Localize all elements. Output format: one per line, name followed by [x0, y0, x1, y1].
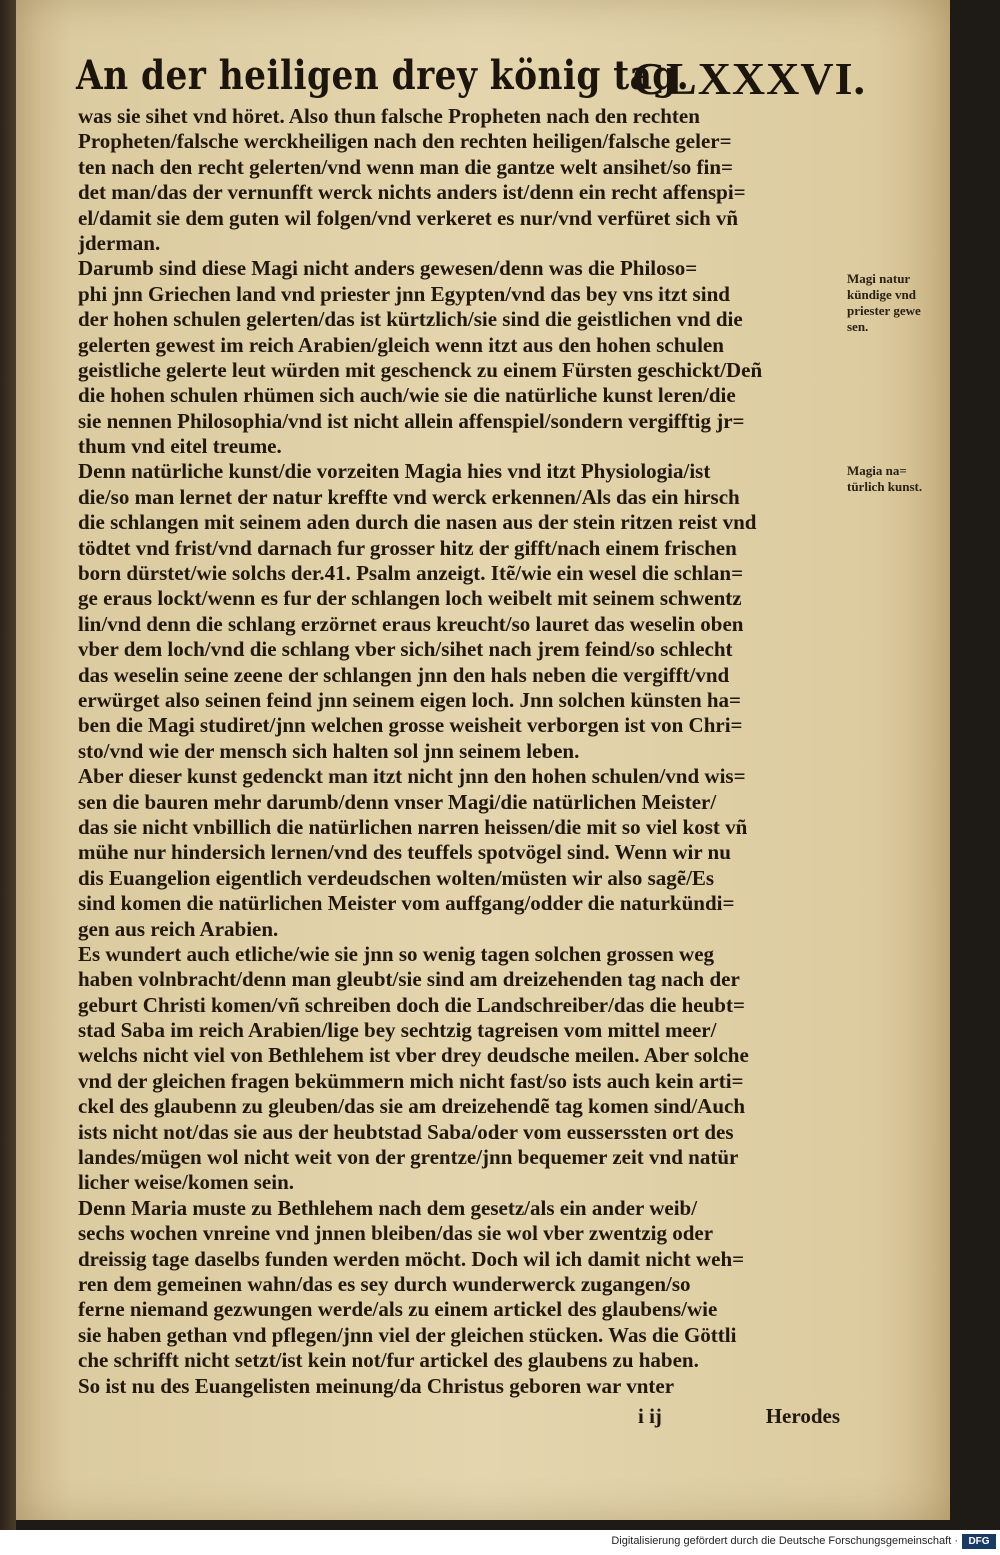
credit-bar: [0, 1530, 1000, 1555]
margin-note-line: Magi natur: [847, 271, 911, 286]
text-line: jderman.: [78, 230, 161, 255]
catchword: Herodes: [765, 1404, 840, 1428]
text-line: ren dem gemeinen wahn/das es sey durch wunderwerck zugangen/so: [78, 1271, 691, 1296]
text-line: sie haben gethan vnd pflegen/jnn viel der gleichen stücken. Was die Göttli: [78, 1322, 737, 1347]
text-line: sind komen die natürlichen Meister vom auffgang/odder die naturkündi=: [78, 891, 735, 916]
text-line: die/so man lernet der natur kreffte vnd werck erkennen/Als das ein hirsch: [78, 484, 740, 509]
text-line: der hohen schulen gelerten/das ist kürtzlich/sie sind die geistlichen vnd die: [78, 307, 743, 332]
page-header: [76, 52, 866, 104]
text-line: So ist nu des Euangelisten meinung/da Christus geboren war vnter: [78, 1373, 675, 1398]
margin-note-line: türlich kunst.: [847, 479, 923, 494]
text-line: sto/vnd wie der mensch sich halten sol jnn seinem leben.: [78, 738, 580, 763]
text-line: licher weise/komen sein.: [78, 1170, 295, 1195]
margin-note-line: sen.: [847, 319, 869, 334]
text-line: Denn Maria muste zu Bethlehem nach dem gesetz/als ein ander weib/: [78, 1195, 698, 1220]
text-line: was sie sihet vnd höret. Also thun falsche Propheten nach den rechten: [78, 104, 700, 128]
text-line: det man/das der vernunfft werck nichts anders ist/denn ein recht affenspi=: [78, 180, 746, 205]
text-line: die hohen schulen rhümen sich auch/wie sie die natürliche kunst leren/die: [78, 383, 736, 408]
text-line: welchs nicht viel von Bethlehem ist vber drey deudsche meilen. Aber solche: [78, 1043, 749, 1068]
text-line: ferne niemand gezwungen werde/als zu einem artickel des glaubens/wie: [78, 1297, 718, 1322]
text-line: landes/mügen wol nicht weit von der grentze/jnn bequemer zeit vnd natür: [78, 1145, 739, 1170]
text-line: Denn natürliche kunst/die vorzeiten Magia hies vnd itzt Physiologia/ist: [78, 459, 711, 484]
text-line: phi jnn Griechen land vnd priester jnn Egypten/vnd das bey vns itzt sind: [78, 281, 730, 306]
text-line: el/damit sie dem guten wil folgen/vnd verkeret es nur/vnd verfüret sich vñ: [78, 205, 739, 230]
text-line: ckel des glaubenn zu gleuben/das sie am dreizehendẽ tag komen sind/Auch: [78, 1094, 746, 1119]
text-line: Aber dieser kunst gedenckt man itzt nicht jnn den hohen schulen/vnd wis=: [78, 764, 746, 789]
page-footer: [78, 1404, 840, 1432]
margin-note-line: kündige vnd: [847, 287, 917, 302]
text-line: sie nennen Philosophia/vnd ist nicht allein affenspiel/sondern vergifftig jr=: [78, 408, 745, 433]
text-line: Propheten/falsche werckheiligen nach den rechten heiligen/falsche geler=: [78, 129, 732, 154]
text-line: dreissig tage daselbs funden werden möcht. Doch wil ich damit nicht weh=: [78, 1246, 745, 1271]
text-line: ists nicht not/das sie aus der heubtstad Saba/oder vom eusserssten ort des: [78, 1119, 734, 1144]
book-page: [16, 0, 950, 1520]
text-line: lin/vnd denn die schlang erzörnet eraus kreucht/so lauret das weselin oben: [78, 611, 744, 636]
text-line: sen die bauren mehr darumb/denn vnser Magi/die natürlichen Meister/: [78, 789, 717, 814]
text-line: thum vnd eitel treume.: [78, 434, 282, 459]
text-line: stad Saba im reich Arabien/lige bey sechtzig tagreisen vom mittel meer/: [78, 1018, 717, 1043]
binding-edge: [0, 0, 16, 1530]
text-line: mühe nur hindersich lernen/vnd des teuffels spotvögel sind. Wenn wir nu: [78, 840, 731, 865]
text-line: vber dem loch/vnd die schlang vber sich/sihet nach jrem feind/so schlecht: [78, 637, 733, 662]
body-text: [78, 104, 840, 1399]
dfg-logo: DFG: [962, 1534, 996, 1549]
text-line: ten nach den recht gelerten/vnd wenn man die gantze welt ansihet/so fin=: [78, 154, 733, 179]
text-line: ge eraus lockt/wenn es fur der schlangen loch weibelt mit seinem schwentz: [78, 586, 742, 611]
running-title: An der heiligen drey könig tag.: [76, 52, 690, 99]
margin-note-line: priester gewe: [847, 303, 921, 318]
text-line: Darumb sind diese Magi nicht anders gewesen/denn was die Philoso=: [78, 256, 698, 281]
text-line: Es wundert auch etliche/wie sie jnn so wenig tagen solchen grossen weg: [78, 941, 715, 966]
text-line: erwürget also seinen feind jnn seinem eigen loch. Jnn solchen künsten ha=: [78, 687, 742, 712]
text-line: das sie nicht vnbillich die natürlichen narren heissen/die mit so viel kost vñ: [78, 814, 748, 839]
margin-note-magia: [847, 463, 952, 495]
text-line: vnd der gleichen fragen bekümmern mich nicht fast/so ists auch kein arti=: [78, 1068, 744, 1093]
text-line: ben die Magi studiret/jnn welchen grosse weisheit verborgen ist von Chri=: [78, 713, 743, 738]
folio-number: CLXXXVI.: [631, 53, 866, 104]
margin-note-line: Magia na=: [847, 463, 907, 478]
margin-note-magi: [847, 271, 952, 335]
text-line: born dürstet/wie solchs der.41. Psalm anzeigt. Itẽ/wie ein wesel die schlan=: [78, 561, 744, 586]
text-line: geburt Christi komen/vñ schreiben doch die Landschreiber/das die heubt=: [78, 992, 745, 1017]
text-line: haben volnbracht/denn man gleubt/sie sind am dreizehenden tag nach der: [78, 967, 740, 992]
text-line: tödtet vnd frist/vnd darnach fur grosser hitz der gifft/nach einem frischen: [78, 535, 737, 560]
text-line: sechs wochen vnreine vnd jnnen bleiben/das sie wol vber zwentzig oder: [78, 1221, 714, 1246]
text-line: geistliche gelerte leut würden mit geschenck zu einem Fürsten geschickt/Deñ: [78, 357, 763, 382]
text-line: das weselin seine zeene der schlangen jnn den hals neben die vergifft/vnd: [78, 662, 730, 687]
text-line: che schrifft nicht setzt/ist kein not/fur artickel des glaubens zu haben.: [78, 1348, 699, 1373]
text-line: gelerten gewest im reich Arabien/gleich wenn itzt aus den hohen schulen: [78, 332, 724, 357]
text-line: die schlangen mit seinem aden durch die nasen aus der stein ritzen reist vnd: [78, 510, 757, 535]
credit-text: Digitalisierung gefördert durch die Deutsche Forschungsgemeinschaft ·: [611, 1535, 958, 1547]
text-line: gen aus reich Arabien.: [78, 916, 279, 941]
signature-mark: i ij: [638, 1404, 662, 1428]
text-line: dis Euangelion eigentlich verdeudschen wolten/müsten wir also sagẽ/Es: [78, 865, 715, 890]
